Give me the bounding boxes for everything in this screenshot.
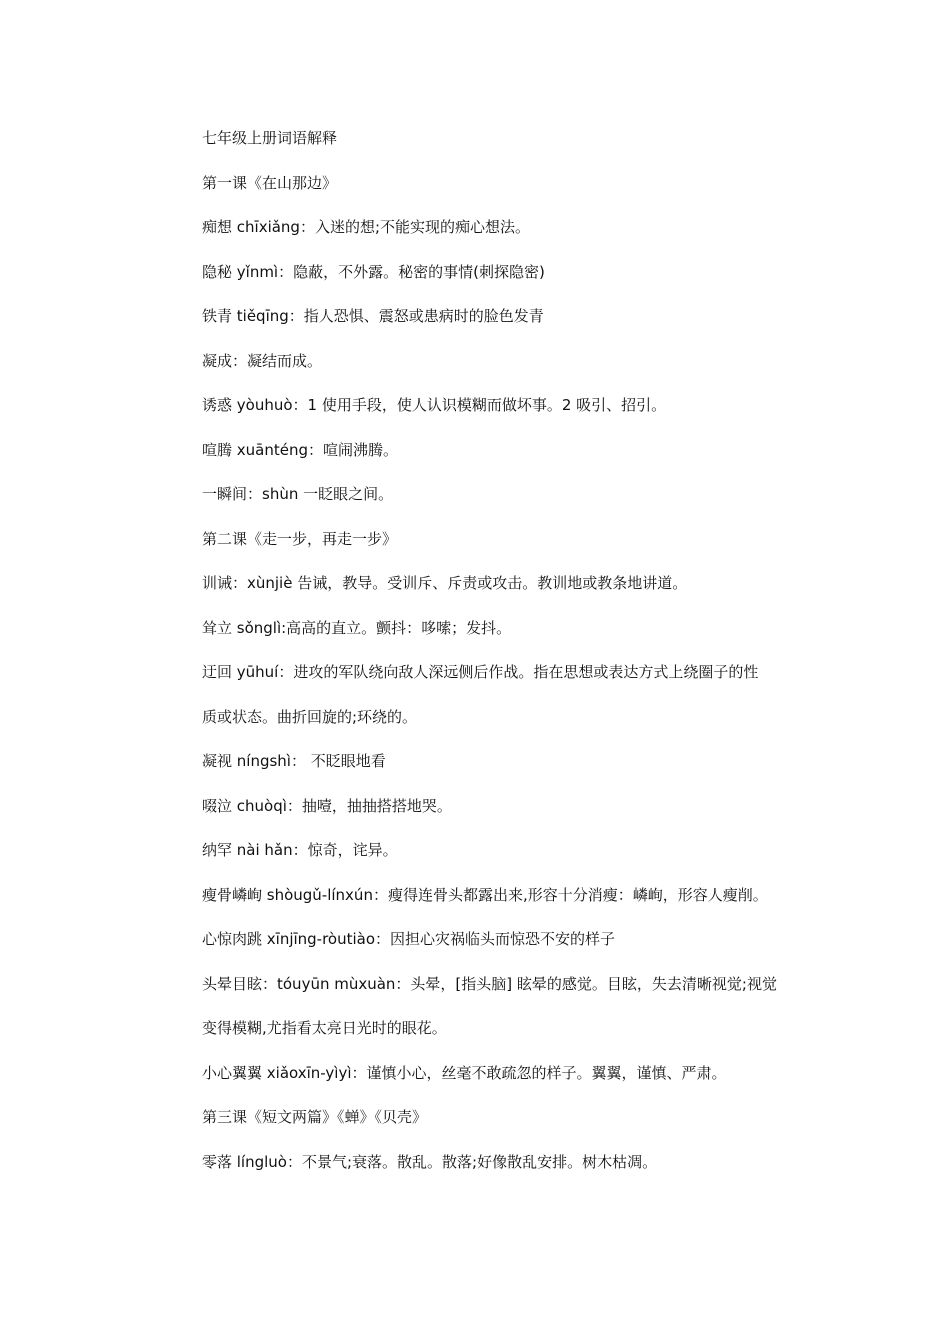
- vocab-entry: 喧腾 xuānténg：喧闹沸腾。: [202, 440, 398, 459]
- lesson-heading: 第三课《短文两篇》《蝉》《贝壳》: [202, 1108, 428, 1126]
- vocab-entry: 迂回 yūhuí：进攻的军队绕向敌人深远侧后作战。指在思想或表达方式上绕圈子的性: [202, 663, 759, 681]
- document-body: [202, 126, 822, 1194]
- lesson-heading: 第一课《在山那边》: [202, 173, 338, 192]
- vocab-entry: 凝视 níngshì： 不眨眼地看: [202, 752, 386, 770]
- vocab-entry: 痴想 chīxiǎng：入迷的想;不能实现的痴心想法。: [202, 218, 531, 236]
- vocab-entry: 瘦骨嶙峋 shòugǔ-línxún：瘦得连骨头都露出来,形容十分消瘦：嶙峋，形容人瘦削。: [202, 885, 768, 904]
- vocab-entry: 诱惑 yòuhuò：1 使用手段，使人认识模糊而做坏事。2 吸引、招引。: [202, 396, 667, 414]
- vocab-entry-continuation: 质或状态。曲折回旋的;环绕的。: [202, 707, 418, 726]
- vocab-entry-continuation: 变得模糊,尤指看太亮日光时的眼花。: [202, 1019, 447, 1037]
- vocab-entry: 训诫：xùnjiè 告诫，教导。受训斥、斥责或攻击。教训地或教条地讲道。: [202, 574, 688, 592]
- vocab-entry: 小心翼翼 xiǎoxīn-yìyì：谨慎小心，丝毫不敢疏忽的样子。翼翼，谨慎、严肃。: [202, 1063, 727, 1082]
- vocab-entry: 铁青 tiěqīng：指人恐惧、震怒或患病时的脸色发青: [202, 307, 544, 325]
- vocab-entry: 一瞬间：shùn 一眨眼之间。: [202, 485, 394, 503]
- vocab-entry: 零落 língluò：不景气;衰落。散乱。散落;好像散乱安排。树木枯凋。: [202, 1152, 658, 1171]
- document-title: 七年级上册词语解释: [202, 129, 338, 147]
- vocab-entry: 耸立 sǒnglì:高高的直立。颤抖：哆嗦；发抖。: [202, 618, 512, 637]
- vocab-entry: 隐秘 yǐnmì：隐蔽，不外露。秘密的事情(刺探隐密): [202, 262, 545, 281]
- lesson-heading: 第二课《走一步，再走一步》: [202, 529, 398, 548]
- vocab-entry: 凝成：凝结而成。: [202, 351, 323, 370]
- vocab-entry: 头晕目眩：tóuyūn mùxuàn：头晕，[指头脑] 眩晕的感觉。目眩，失去清晰视觉;视觉: [202, 974, 777, 993]
- vocab-entry: 心惊肉跳 xīnjīng-ròutiào：因担心灾祸临头而惊恐不安的样子: [202, 930, 616, 948]
- vocab-entry: 啜泣 chuòqì：抽噎，抽抽搭搭地哭。: [202, 796, 452, 815]
- vocab-entry: 纳罕 nài hǎn：惊奇，诧异。: [202, 841, 398, 859]
